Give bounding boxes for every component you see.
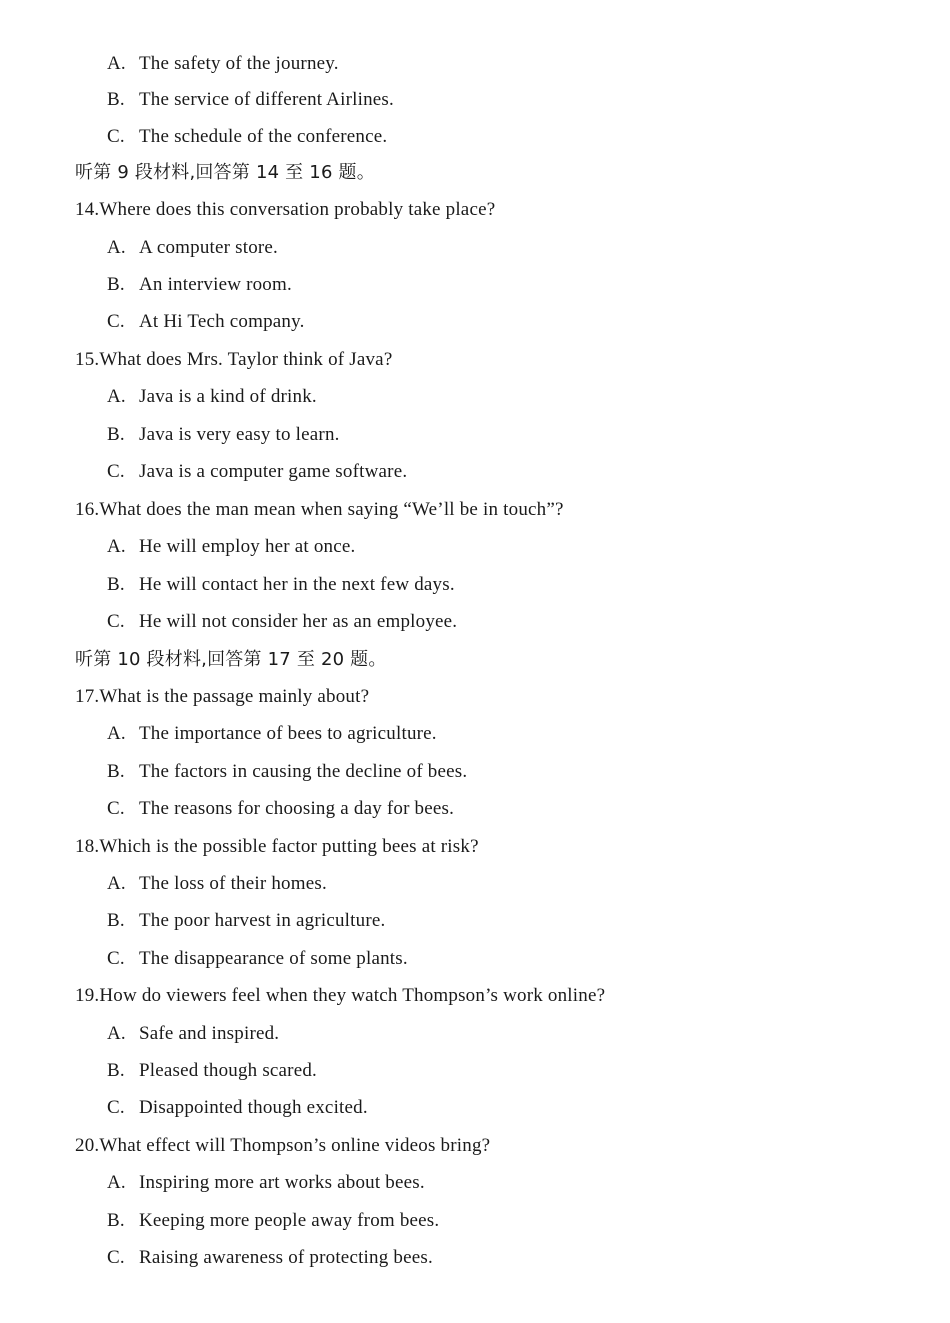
option-prev-c: C. The schedule of the conference. xyxy=(107,126,388,147)
q18-option-c: C. The disappearance of some plants. xyxy=(107,948,408,969)
question-18: 18.Which is the possible factor putting bees at risk? xyxy=(75,836,479,857)
q18-option-b: B. The poor harvest in agriculture. xyxy=(107,910,386,931)
question-16: 16.What does the man mean when saying “We’ll be in touch”? xyxy=(75,499,564,520)
q15-option-b: B. Java is very easy to learn. xyxy=(107,424,340,445)
q14-option-a: A. A computer store. xyxy=(107,237,279,258)
q18-option-a: A. The loss of their homes. xyxy=(107,873,327,894)
section-heading-10: 听第 10 段材料,回答第 17 至 20 题。 xyxy=(75,649,387,670)
q15-option-a: A. Java is a kind of drink. xyxy=(107,386,317,407)
q14-option-b: B. An interview room. xyxy=(107,274,292,295)
q16-option-c: C. He will not consider her as an employee. xyxy=(107,611,458,632)
q17-option-a: A. The importance of bees to agriculture. xyxy=(107,723,437,744)
q16-option-b: B. He will contact her in the next few days. xyxy=(107,574,455,595)
q17-option-c: C. The reasons for choosing a day for bees. xyxy=(107,798,455,819)
option-prev-a: A. The safety of the journey. xyxy=(107,53,339,74)
q14-option-c: C. At Hi Tech company. xyxy=(107,311,305,332)
question-17: 17.What is the passage mainly about? xyxy=(75,686,370,707)
q20-option-c: C. Raising awareness of protecting bees. xyxy=(107,1247,433,1268)
q19-option-a: A. Safe and inspired. xyxy=(107,1023,280,1044)
q20-option-b: B. Keeping more people away from bees. xyxy=(107,1210,440,1231)
q15-option-c: C. Java is a computer game software. xyxy=(107,461,408,482)
question-20: 20.What effect will Thompson’s online videos bring? xyxy=(75,1135,491,1156)
section-heading-9: 听第 9 段材料,回答第 14 至 16 题。 xyxy=(75,162,375,183)
question-14: 14.Where does this conversation probably take place? xyxy=(75,199,496,220)
q19-option-c: C. Disappointed though excited. xyxy=(107,1097,368,1118)
q19-option-b: B. Pleased though scared. xyxy=(107,1060,317,1081)
q16-option-a: A. He will employ her at once. xyxy=(107,536,356,557)
option-prev-b: B. The service of different Airlines. xyxy=(107,89,394,110)
question-19: 19.How do viewers feel when they watch Thompson’s work online? xyxy=(75,985,606,1006)
q17-option-b: B. The factors in causing the decline of bees. xyxy=(107,761,468,782)
q20-option-a: A. Inspiring more art works about bees. xyxy=(107,1172,425,1193)
question-15: 15.What does Mrs. Taylor think of Java? xyxy=(75,349,393,370)
